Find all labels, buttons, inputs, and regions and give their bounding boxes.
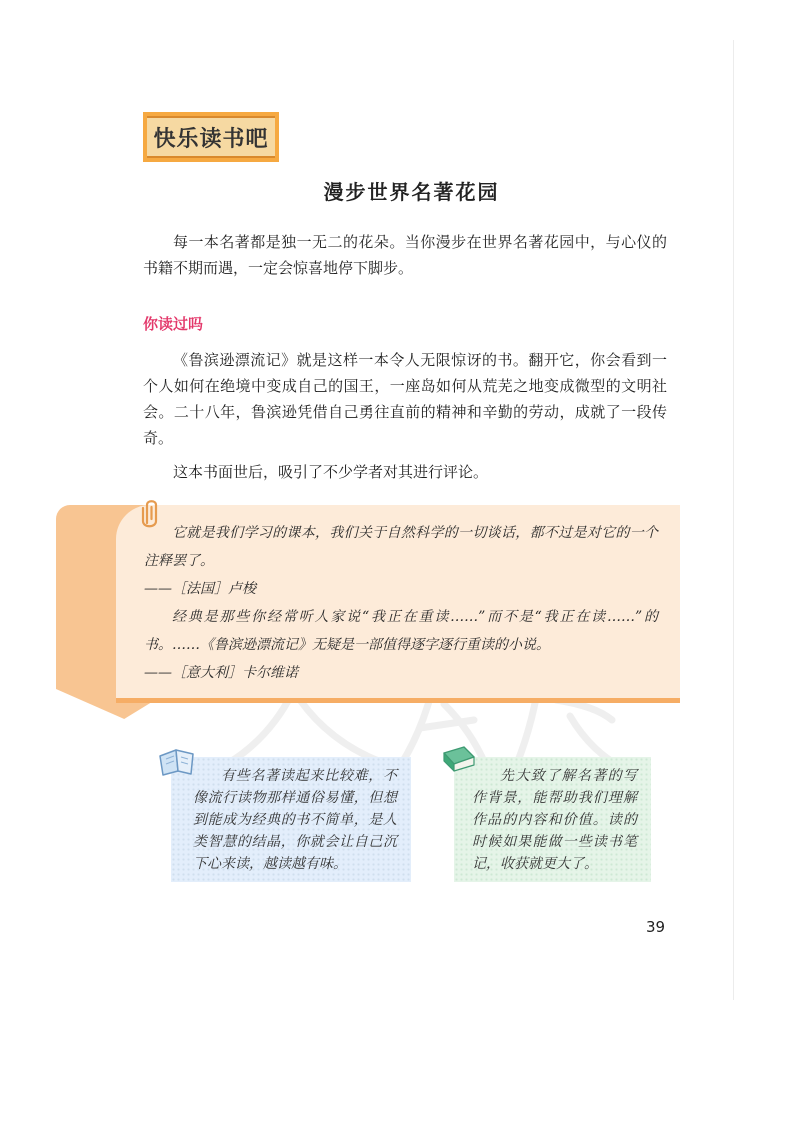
page-number: 39 xyxy=(646,918,666,936)
quote-rousseau-attribution: ——［法国］卢梭 xyxy=(144,581,256,597)
open-book-icon xyxy=(157,744,197,778)
reading-tip-blue: 有些名著读起来比较难，不像流行读物那样通俗易懂，但想到能成为经典的书不简单，是人类智慧的结晶，你就会让自己沉下心来读，越读越有味。 xyxy=(171,757,411,882)
quote-rousseau: 它就是我们学习的课本，我们关于自然科学的一切谈话，都不过是对它的一个注释罢了。 xyxy=(144,525,658,569)
book-intro-paragraph: 《鲁滨逊漂流记》就是这样一本令人无限惊讶的书。翻开它，你会看到一个人如何在绝境中变成自己的国王，一座岛如何从荒芜之地变成微型的文明社会。二十八年，鲁滨逊凭借自己勇往直前的精神和辛勤的劳动，成就了一段传奇。 xyxy=(143,351,667,447)
comment-intro-paragraph: 这本书面世后，吸引了不少学者对其进行评论。 xyxy=(173,463,489,481)
reading-tip-green: 先大致了解名著的写作背景，能帮助我们理解作品的内容和价值。读的时候如果能做一些读书笔记，收获就更大了。 xyxy=(454,757,651,882)
section-badge-label: 快乐读书吧 xyxy=(147,116,275,158)
page-title: 漫步世界名著花园 xyxy=(323,180,500,204)
closed-book-icon xyxy=(440,743,478,775)
intro-paragraph: 每一本名著都是独一无二的花朵。当你漫步在世界名著花园中，与心仪的书籍不期而遇，一定会惊喜地停下脚步。 xyxy=(143,233,667,277)
section-badge xyxy=(143,112,279,162)
quote-calvino: 经典是那些你经常听人家说“我正在重读……”而不是“我正在读……”的书。……《鲁滨逊漂流记》无疑是一部值得逐字逐行重读的小说。 xyxy=(144,609,658,653)
section-title: 你读过吗 xyxy=(143,315,204,333)
quote-card xyxy=(116,505,680,698)
paperclip-icon xyxy=(139,497,165,531)
quote-calvino-attribution: ——［意大利］卡尔维诺 xyxy=(144,665,298,681)
